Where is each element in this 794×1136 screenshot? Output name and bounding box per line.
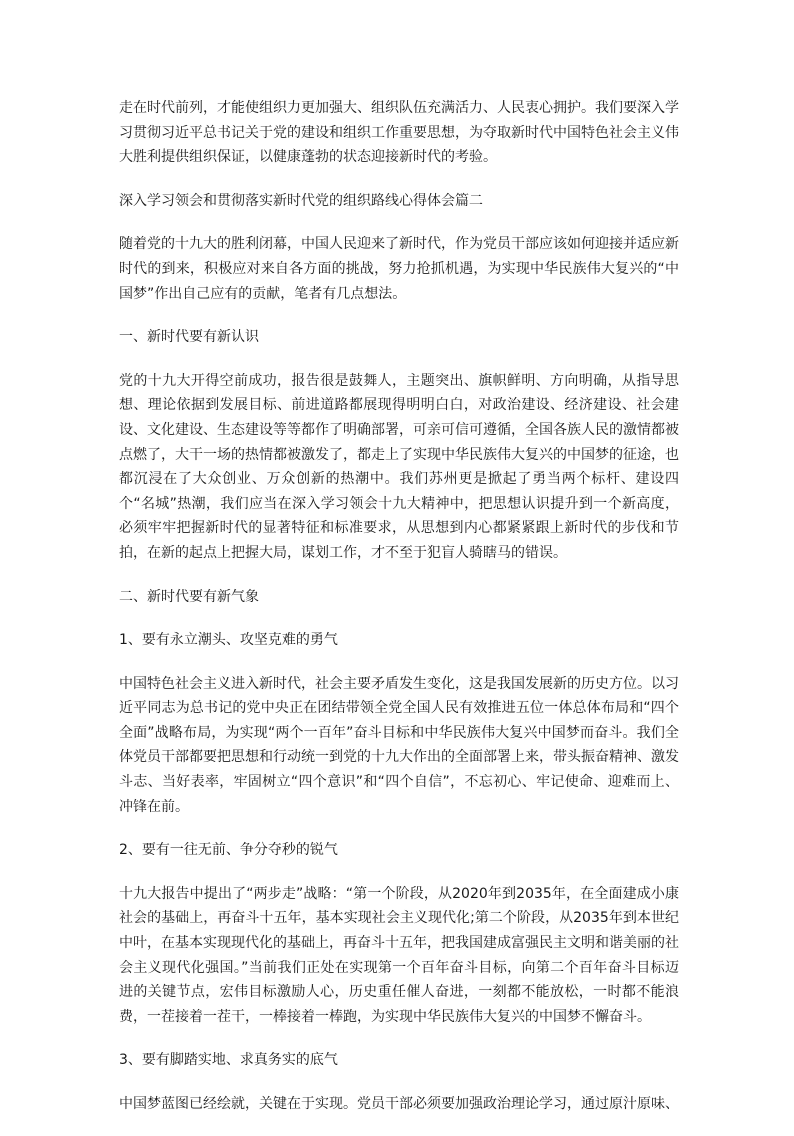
subsection-heading: 1、要有永立潮头、攻坚克难的勇气 — [119, 632, 338, 649]
body-paragraph: 党的十九大开得空前成功，报告很是鼓舞人，主题突出、旗帜鲜明、方向明确，从指导思想、理论依据到发展目标、前进道路都展现得明明白白，对政治建设、经济建设、社会建设、文化建设、生态建设等等都作了明确部署，可亲可信可遵循，全国各族人民的激情都被点燃了，大干一场的热情都被激发了，都走上了实现中华民族伟大复兴的中国梦的征途，也都沉浸在了大众创业、万众创新的热潮中。我们苏州更是掀起了勇当两个标杆、建设四个“名城”热潮，我们应当在深入学习领会十九大精神中，把思想认识提升到一个新高度，必须牢牢把握新时代的显著特征和标准要求，从思想到内心都紧紧跟上新时代的步伐和节拍，在新的起点上把握大局，谋划工作，才不至于犯盲人骑瞎马的错误。 — [119, 372, 679, 561]
body-paragraph: 随着党的十九大的胜利闭幕，中国人民迎来了新时代，作为党员干部应该如何迎接并适应新时代的到来，积极应对来自各方面的挑战，努力抢抓机遇，为实现中华民族伟大复兴的“中国梦”作出自己应有的贡献，笔者有几点想法。 — [119, 236, 679, 302]
section-heading: 一、新时代要有新认识 — [119, 329, 259, 346]
subsection-heading: 3、要有脚踏实地、求真务实的底气 — [119, 1052, 338, 1069]
body-paragraph: 十九大报告中提出了“两步走”战略：“第一个阶段，从2020年到2035年，在全面建成小康社会的基础上，再奋斗十五年，基本实现社会主义现代化;第二个阶段，从2035年到本世纪中叶，在基本实现现代化的基础上，再奋斗十五年，把我国建成富强民主文明和谐美丽的社会主义现代化强国。”当前我们正处在实现第一个百年奋斗目标，向第二个百年奋斗目标迈进的关键节点，宏伟目标激励人心，历史重任催人奋进，一刻都不能放松，一时都不能浪费，一茬接着一茬干，一棒接着一棒跑，为实现中华民族伟大复兴的中国梦不懈奋斗。 — [119, 885, 679, 1025]
subsection-heading: 2、要有一往无前、争分夺秒的锐气 — [119, 842, 338, 859]
section-heading: 二、新时代要有新气象 — [119, 588, 259, 605]
document-page — [119, 96, 679, 1136]
article-title: 深入学习领会和贯彻落实新时代党的组织路线心得体会篇二 — [119, 192, 483, 209]
body-paragraph: 中国梦蓝图已经绘就，关键在于实现。党员干部必须要加强政治理论学习，通过原汁原味、 — [119, 1096, 679, 1112]
body-paragraph: 中国特色社会主义进入新时代，社会主要矛盾发生变化，这是我国发展新的历史方位。以习近平同志为总书记的党中央正在团结带领全党全国人民有效推进五位一体总体布局和“四个全面”战略布局，为实现“两个一百年”奋斗目标和中华民族伟大复兴中国梦而奋斗。我们全体党员干部都要把思想和行动统一到党的十九大作出的全面部署上来，带头振奋精神、激发斗志、当好表率，牢固树立“四个意识”和“四个自信”，不忘初心、牢记使命、迎难而上、冲锋在前。 — [119, 675, 679, 815]
body-paragraph: 走在时代前列，才能使组织力更加强大、组织队伍充满活力、人民衷心拥护。我们要深入学习贯彻习近平总书记关于党的建设和组织工作重要思想，为夺取新时代中国特色社会主义伟大胜利提供组织保证，以健康蓬勃的状态迎接新时代的考验。 — [119, 100, 679, 166]
